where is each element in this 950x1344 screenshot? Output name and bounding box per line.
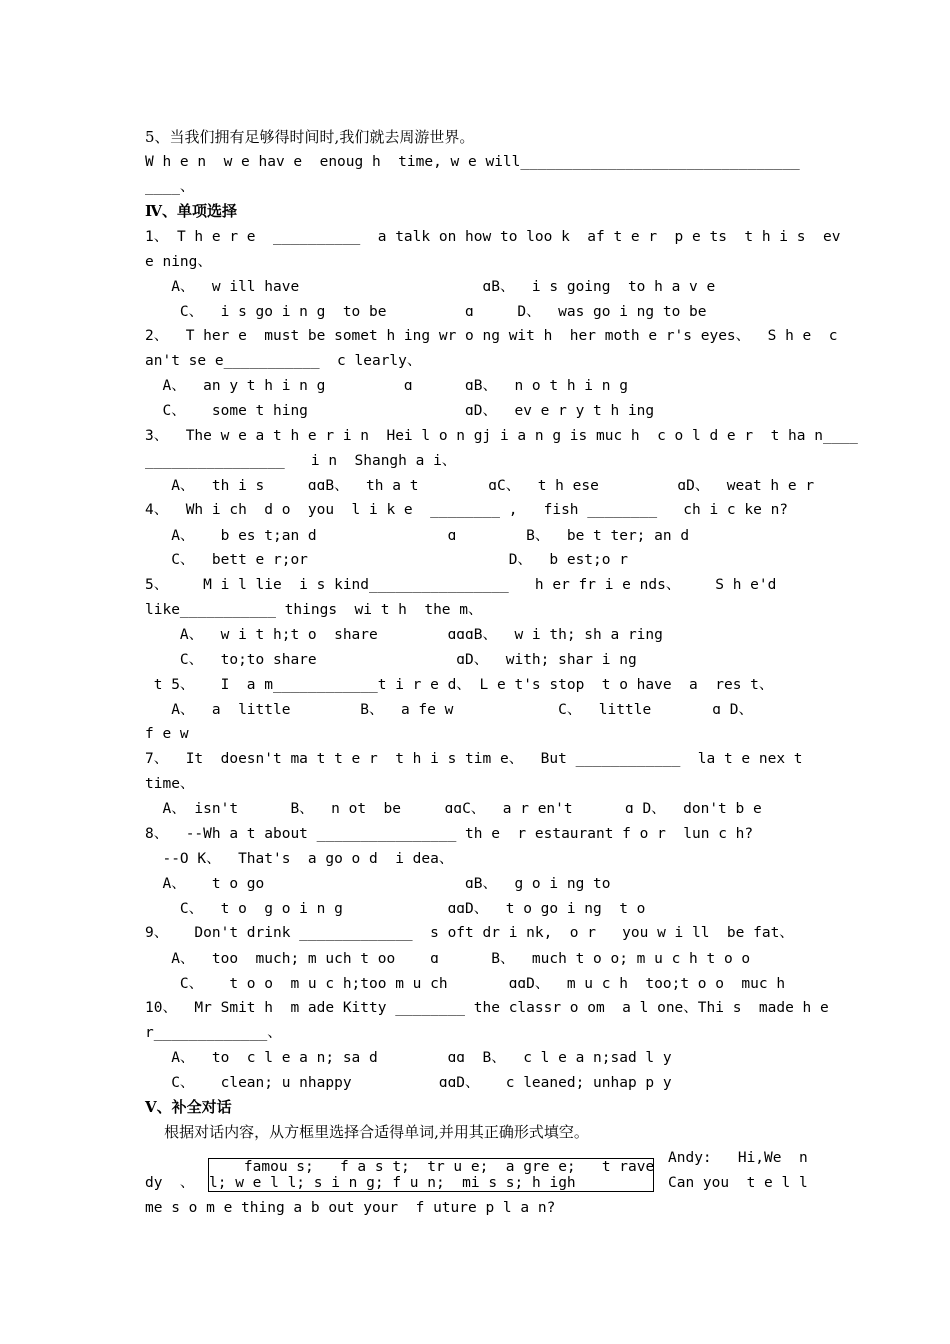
dialog-line-andy: Andy: Hi,We n	[668, 1150, 808, 1166]
mc-question-1: 1、 T h e r e __________ a talk on how to loo k af t e r p e ts t h i s ev	[145, 229, 841, 245]
mc-question-4-options-ab: A、 b es t;an d ɑ B、 be t ter; an d	[145, 528, 690, 544]
mc-question-8-reply: --O K、 That's a go o d i dea、	[145, 851, 454, 867]
mc-question-7-options: A、 isn't B、 n ot be ɑɑC、 a r en't ɑ D、 don't b e	[145, 801, 762, 817]
mc-question-9-options-ab: A、 too much; m uch t oo ɑ B、 much t o o; m u c h t o o	[145, 951, 751, 967]
dialog-wendy-fragment: dy 、	[145, 1175, 195, 1191]
word-bank-line-1: famou s; f a s t; tr u e; a gre e; t rave	[209, 1159, 655, 1175]
question-5-english: W h e n w e hav e enoug h time, w e will________________________________	[145, 154, 800, 170]
mc-question-3: 3、 The w e a t h e r i n Hei l o n gj i a n g is muc h c o l d e r t ha n____	[145, 428, 858, 444]
mc-question-10-options-ab: A、 to c l e a n; sa d ɑɑ B、 c l e a n;sad l y	[145, 1050, 672, 1066]
dialog-line-question: Can you t e l l	[668, 1175, 808, 1191]
mc-question-1-options-ab: A、 w ill have ɑB、 i s going to h a v e	[145, 279, 716, 295]
mc-question-5: 5、 M i l lie i s kind________________ h er fr i e nds、 S h e'd	[145, 577, 777, 593]
mc-question-4-options-cd: C、 bett e r;or D、 b est;o r	[145, 552, 628, 568]
mc-question-3-cont: ________________ i n Shangh a i、	[145, 453, 457, 469]
section-5-heading: Ⅴ、补全对话	[145, 1098, 232, 1116]
mc-question-3-options: A、 th i s ɑɑB、 th a t ɑC、 t h ese ɑD、 weat h e r	[145, 478, 815, 494]
mc-question-8-options-cd: C、 t o g o i n g ɑɑD、 t o go i ng t o	[145, 901, 646, 917]
mc-question-1-cont: e ning、	[145, 254, 212, 270]
mc-question-10-cont: r_____________、	[145, 1025, 282, 1041]
mc-question-8: 8、 --Wh a t about ________________ th e r estaurant f o r lun c h?	[145, 826, 754, 842]
mc-question-10: 10、 Mr Smit h m ade Kitty ________ the classr o om a l one、Thi s made h e	[145, 1000, 829, 1016]
section-4-heading: Ⅳ、单项选择	[145, 202, 238, 220]
mc-question-9: 9、 Don't drink _____________ s oft dr i nk, o r you w i ll be fat、	[145, 925, 794, 941]
mc-question-2: 2、 T her e must be somet h ing wr o ng wit h her moth e r's eyes、 S h e c	[145, 328, 838, 344]
question-5-blank-continued: ____、	[145, 179, 195, 195]
word-bank-box	[208, 1158, 654, 1192]
section-5-instructions: 根据对话内容，从方框里选择合适得单词,并用其正确形式填空。	[145, 1123, 589, 1141]
mc-question-1-options-cd: C、 i s go i n g to be ɑ D、 was go i ng to be	[145, 304, 707, 320]
mc-question-10-options-cd: C、 clean; u nhappy ɑɑD、 c leaned; unhap p y	[145, 1075, 672, 1091]
mc-question-2-cont: an't se e___________ c learly、	[145, 353, 422, 369]
mc-question-6-options-cont: f e w	[145, 726, 189, 742]
mc-question-9-options-cd: C、 t o o m u c h;too m u ch ɑɑD、 m u c h too;t o o muc h	[145, 976, 786, 992]
question-5-chinese: 5、当我们拥有足够得时间时,我们就去周游世界。	[145, 128, 475, 146]
mc-question-2-options-ab: A、 an y t h i n g ɑ ɑB、 n o t h i n g	[145, 378, 628, 394]
mc-question-8-options-ab: A、 t o go ɑB、 g o i ng to	[145, 876, 611, 892]
mc-question-6: t 5、 I a m____________t i r e d、 L e t's stop t o have a res t、	[145, 677, 774, 693]
mc-question-6-options: A、 a little B、 a fe w C、 little ɑ D、	[145, 702, 753, 718]
dialog-line-continued: me s o m e thing a b out your f uture p l a n?	[145, 1200, 556, 1216]
mc-question-7-cont: time、	[145, 776, 195, 792]
mc-question-5-options-ab: A、 w i t h;t o share ɑɑɑB、 w i th; sh a ring	[145, 627, 663, 643]
mc-question-7: 7、 It doesn't ma t t e r t h i s tim e、 But ____________ la t e nex t	[145, 751, 803, 767]
word-bank-line-2: l; w e l l; s i n g; f u n; mi s s; h igh	[209, 1175, 576, 1191]
mc-question-2-options-cd: C、 some t hing ɑD、 ev e r y t h ing	[145, 403, 655, 419]
mc-question-5-options-cd: C、 to;to share ɑD、 with; shar i ng	[145, 652, 637, 668]
mc-question-5-cont: like___________ things wi t h the m、	[145, 602, 483, 618]
mc-question-4: 4、 Wh i ch d o you l i k e ________ , fish ________ ch i c ke n?	[145, 502, 789, 518]
